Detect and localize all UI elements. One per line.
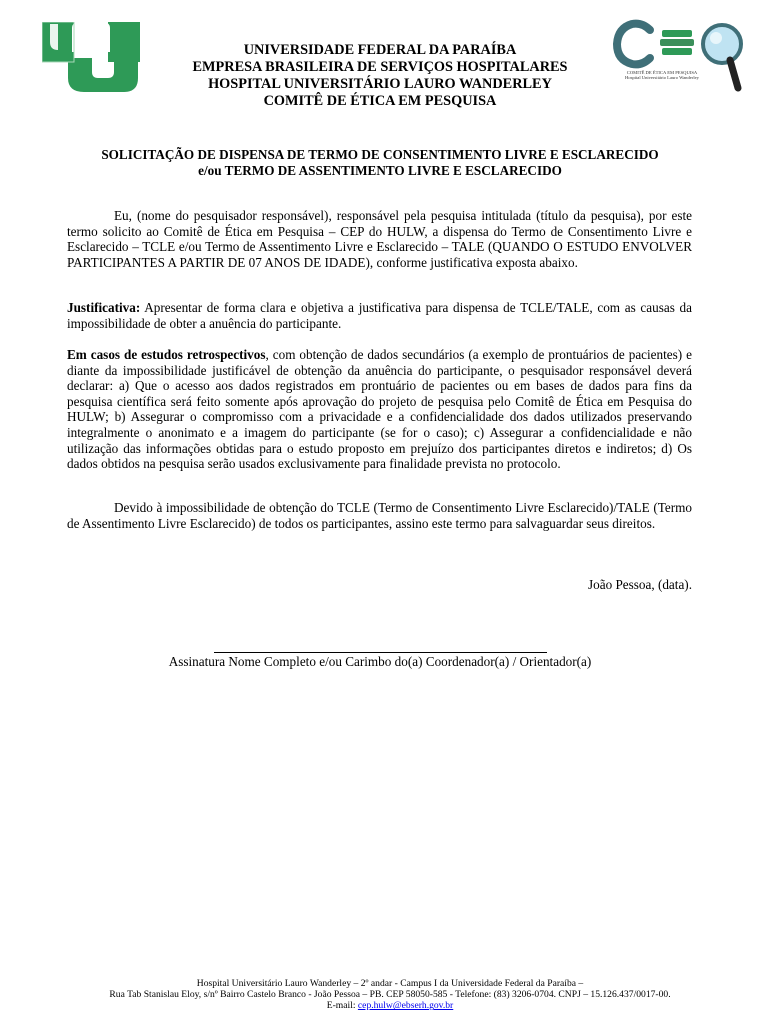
title-line1: SOLICITAÇÃO DE DISPENSA DE TERMO DE CONSENTIMENTO LIVRE E ESCLARECIDO — [101, 147, 659, 162]
cep-logo-caption — [614, 70, 710, 81]
cep-caption-line1: COMITÊ DE ÉTICA EM PESQUISA — [626, 70, 698, 75]
justification-label: Justificativa: — [67, 300, 141, 315]
institution-header — [150, 42, 610, 110]
cep-logo-icon — [612, 18, 746, 96]
header-university: UNIVERSIDADE FEDERAL DA PARAÍBA — [243, 42, 517, 58]
cep-caption-line2: Hospital Universitário Lauro Wanderley — [625, 75, 699, 81]
retrospective-label: Em casos de estudos retrospectivos — [67, 347, 266, 362]
document-title — [40, 147, 720, 179]
footer-email-label: E-mail: — [326, 1000, 358, 1012]
header-company: EMPRESA BRASILEIRA DE SERVIÇOS HOSPITALARES — [192, 59, 568, 75]
justification-text: Apresentar de forma clara e objetiva a justificativa para dispensa de TCLE/TALE, com as causas da impossibilidade de obter a anuência do participante. — [67, 300, 692, 331]
paragraph-request: Eu, (nome do pesquisador responsável), responsável pela pesquisa intitulada (título da pesquisa), por este termo solicito ao Comitê de Ética em Pesquisa – CEP do HULW, a dispensa do Termo de Consentimento Livre e Esclarecido – TCLE e/ou Termo de Assentimento Livre e Esclarecido – TALE (QUANDO O ESTUDO ENVOLVER PARTICIPANTES A PARTIR DE 07 ANOS DE IDADE), conforme justificativa exposta abaixo. — [67, 208, 692, 270]
footer-line2: Rua Tab Stanislau Eloy, s/nº Bairro Castelo Branco - João Pessoa – PB. CEP 58050-585 - Telefone: (83) 3206-0704. CNPJ – 15.126.437/0017-00. — [109, 989, 671, 1001]
page-footer — [40, 978, 740, 1012]
paragraph-justification — [67, 300, 692, 331]
header-hospital: HOSPITAL UNIVERSITÁRIO LAURO WANDERLEY — [208, 76, 552, 92]
paragraph-declaration: Devido à impossibilidade de obtenção do TCLE (Termo de Consentimento Livre Esclarecido)/TALE (Termo de Assentimento Livre Esclarecido) de todos os participantes, assino este termo para salvaguardar seus direitos. — [67, 500, 692, 531]
signature-line — [214, 652, 547, 653]
footer-email-line — [40, 1000, 740, 1011]
header-committee: COMITÊ DE ÉTICA EM PESQUISA — [263, 93, 497, 109]
date-line: João Pessoa, (data). — [587, 577, 692, 592]
footer-email-link[interactable]: cep.hulw@ebserh.gov.br — [357, 1000, 454, 1012]
footer-line1: Hospital Universitário Lauro Wanderley – 2º andar - Campus I da Universidade Federal da Paraíba – — [196, 978, 584, 989]
paragraph-retrospective — [67, 347, 692, 472]
hospital-logo-icon — [42, 22, 140, 94]
retrospective-text: , com obtenção de dados secundários (a exemplo de prontuários de pacientes) e diante da impossibilidade justificável de obtenção da anuência do participante, o pesquisador responsável deverá declarar: a) Que o acesso aos dados registrados em prontuário de pacientes ou em bases de dados para fins da pesquisa científica será feito somente após aprovação do projeto de pesquisa pelo Comitê de Ética em Pesquisa do HULW; b) Assegurar o compromisso com a privacidade e a confidencialidade dos dados utilizados preservando integralmente o anonimato e a imagem do participante (se for o caso); c) Assegurar a confidencialidade e não utilização das informações obtidas para o estudo proposto em prejuízo dos participantes diretos e indiretos; d) Os dados obtidos na pesquisa serão usados exclusivamente para finalidade prevista no protocolo. — [67, 347, 692, 472]
signature-label: Assinatura Nome Completo e/ou Carimbo do(a) Coordenador(a) / Orientador(a) — [168, 654, 592, 669]
title-line2: e/ou TERMO DE ASSENTIMENTO LIVRE E ESCLARECIDO — [198, 163, 562, 178]
